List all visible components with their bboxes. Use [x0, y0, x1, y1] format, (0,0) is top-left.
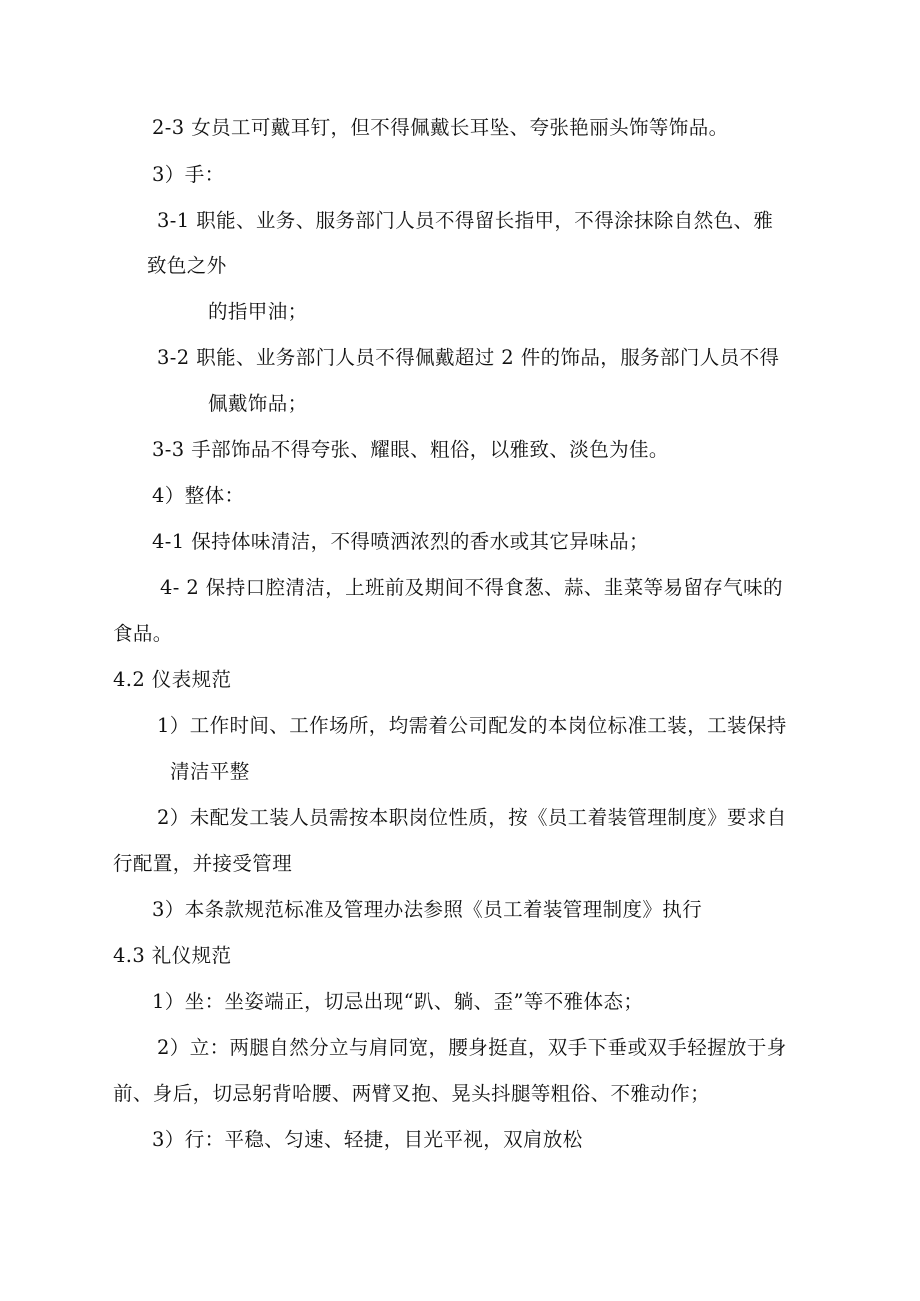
text-line: 4-1 保持体味清洁，不得喷洒浓烈的香水或其它异味品； — [152, 530, 649, 553]
text-line: 行配置，并接受管理 — [113, 852, 293, 875]
text-line: 4）整体： — [152, 484, 245, 507]
text-line: 清洁平整 — [170, 760, 250, 783]
text-line: 2）未配发工装人员需按本职岗位性质，按《员工着装管理制度》要求自 — [157, 806, 787, 829]
text-line: 3-3 手部饰品不得夸张、耀眼、粗俗，以雅致、淡色为佳。 — [152, 438, 669, 461]
text-line: 食品。 — [113, 622, 173, 645]
text-line: 1）坐：坐姿端正，切忌出现“趴、躺、歪”等不雅体态； — [152, 990, 644, 1013]
text-line: 前、身后，切忌躬背哈腰、两臂叉抱、晃头抖腿等粗俗、不雅动作； — [113, 1082, 711, 1105]
text-line: 2-3 女员工可戴耳钉，但不得佩戴长耳坠、夸张艳丽头饰等饰品。 — [152, 116, 729, 139]
text-line: 1）工作时间、工作场所，均需着公司配发的本岗位标准工装，工装保持 — [157, 714, 787, 737]
section-heading: 4.3 礼仪规范 — [113, 944, 232, 967]
text-line: 3-1 职能、业务、服务部门人员不得留长指甲，不得涂抹除自然色、雅 — [157, 209, 774, 232]
text-line: 的指甲油； — [208, 300, 308, 323]
text-line: 3）本条款规范标准及管理办法参照《员工着装管理制度》执行 — [152, 898, 703, 921]
text-line: 佩戴饰品； — [208, 392, 308, 415]
text-line: 致色之外 — [147, 254, 227, 277]
text-line: 3）手： — [152, 163, 225, 186]
text-line: 3）行：平稳、匀速、轻捷，目光平视，双肩放松 — [152, 1128, 583, 1151]
section-heading: 4.2 仪表规范 — [113, 668, 232, 691]
text-line: 2）立：两腿自然分立与肩同宽，腰身挺直，双手下垂或双手轻握放于身 — [157, 1036, 787, 1059]
text-line: 4- 2 保持口腔清洁，上班前及期间不得食葱、蒜、韭菜等易留存气味的 — [160, 576, 783, 599]
text-line: 3-2 职能、业务部门人员不得佩戴超过 2 件的饰品，服务部门人员不得 — [157, 346, 780, 369]
